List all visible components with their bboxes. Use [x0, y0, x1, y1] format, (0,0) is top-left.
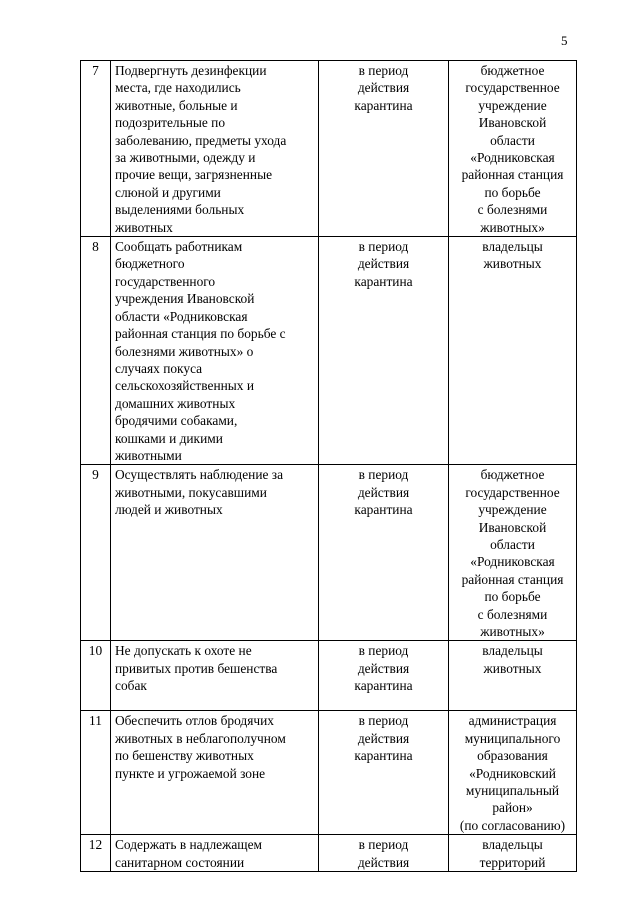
responsible-text: владельцы животных	[482, 643, 543, 676]
term-text: в период действия карантина	[354, 239, 413, 289]
action-text: Не допускать к охоте не привитых против бешенства собак	[115, 643, 278, 694]
responsible-cell	[449, 465, 577, 641]
term-text: в период действия карантина	[354, 643, 413, 694]
table-row	[81, 61, 577, 237]
term-cell	[319, 711, 449, 835]
term-cell	[319, 465, 449, 641]
row-number: 11	[81, 711, 111, 835]
row-number: 12	[81, 835, 111, 872]
responsible-text: владельцы территорий	[479, 837, 546, 870]
row-number: 8	[81, 237, 111, 465]
responsible-cell	[449, 835, 577, 872]
responsible-cell	[449, 61, 577, 237]
term-cell	[319, 237, 449, 465]
term-text: в период действия карантина	[354, 63, 413, 113]
responsible-text: бюджетное государственное учреждение Ивановской области «Родниковская районная станция по борьбе с болезнями животных»	[461, 63, 564, 235]
action-cell	[111, 61, 319, 237]
action-cell	[111, 711, 319, 835]
term-text: в период действия карантина	[354, 713, 413, 764]
responsible-text: администрация муниципального образования «Родниковский муниципальный район» (по согласованию)	[459, 713, 566, 833]
action-text: Подвергнуть дезинфекции места, где находились животные, больные и подозрительные по заболеванию, предметы ухода за животными, одежду и прочие вещи, загрязненные слюной и другими выделениями больных животных	[115, 63, 287, 235]
table-row	[81, 641, 577, 711]
term-text: в период действия	[357, 837, 410, 870]
action-cell	[111, 835, 319, 872]
term-cell	[319, 835, 449, 872]
row-number: 7	[81, 61, 111, 237]
page-number: 5	[561, 33, 568, 48]
action-text: Содержать в надлежащем санитарном состоянии	[115, 837, 262, 870]
responsible-text: бюджетное государственное учреждение Ивановской области «Родниковская районная станция по борьбе с болезнями животных»	[461, 467, 564, 639]
table-row	[81, 835, 577, 872]
measures-table	[80, 60, 577, 872]
table-row	[81, 711, 577, 835]
action-text: Осуществлять наблюдение за животными, покусавшими людей и животных	[115, 467, 284, 518]
responsible-cell	[449, 711, 577, 835]
term-cell	[319, 641, 449, 711]
table-row	[81, 465, 577, 641]
action-cell	[111, 641, 319, 711]
action-cell	[111, 237, 319, 465]
action-text: Обеспечить отлов бродячих животных в неблагополучном по бешенству животных пункте и угрожаемой зоне	[115, 713, 286, 781]
responsible-cell	[449, 237, 577, 465]
term-cell	[319, 61, 449, 237]
table-row	[81, 237, 577, 465]
row-number: 9	[81, 465, 111, 641]
term-text: в период действия карантина	[354, 467, 413, 518]
row-number: 10	[81, 641, 111, 711]
action-text: Сообщать работникам бюджетного государственного учреждения Ивановской области «Родниковская районная станция по борьбе с болезнями животных» о случаях покуса сельскохозяйственных и домашних животных бродячими собаками, кошками и дикими животными	[115, 239, 286, 463]
responsible-text: владельцы животных	[482, 239, 543, 272]
responsible-cell	[449, 641, 577, 711]
action-cell	[111, 465, 319, 641]
